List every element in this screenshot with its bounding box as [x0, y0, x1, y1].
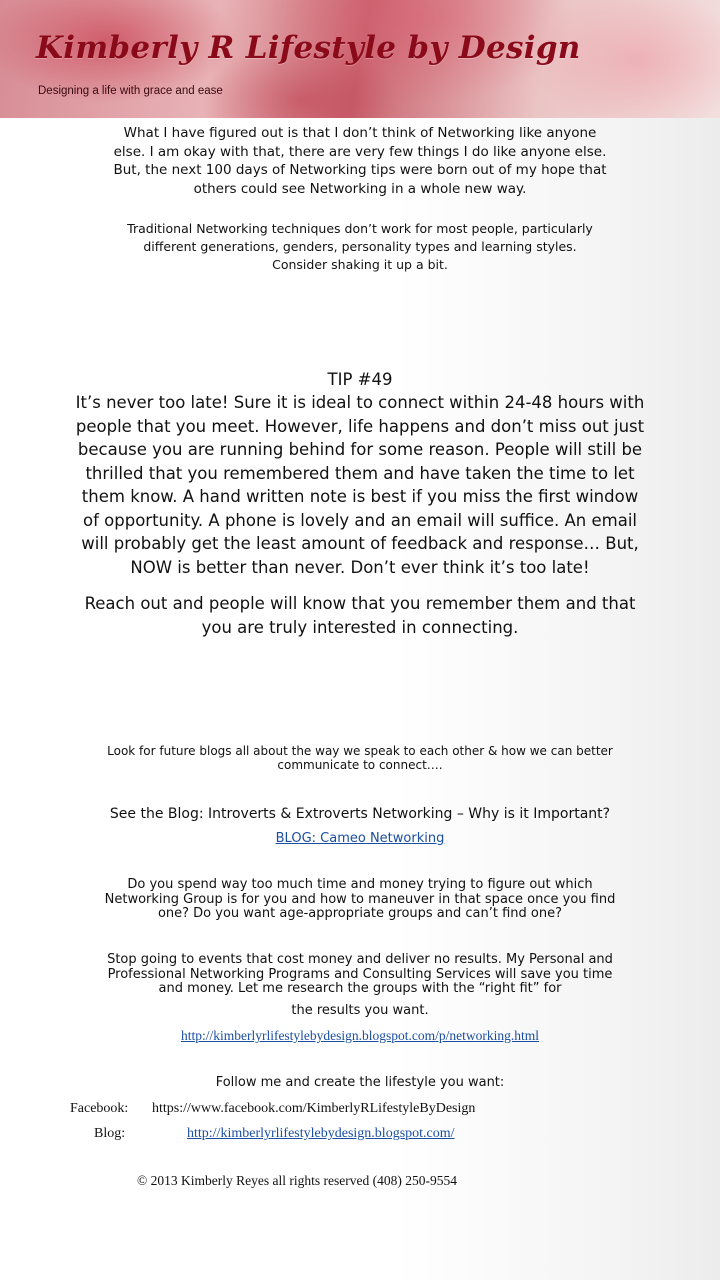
text-line: It’s never too late! Sure it is ideal to connect within 24-48 hours with — [75, 393, 645, 412]
tip-body — [0, 391, 720, 579]
blog-url-link[interactable]: http://kimberlyrlifestylebydesign.blogspot.com/ — [187, 1126, 455, 1141]
text-line: else. I am okay with that, there are very few things I do like anyone else. — [113, 143, 607, 160]
future-blogs-note — [0, 745, 720, 772]
cameo-link-wrap — [0, 831, 720, 847]
text-line: and money. Let me research the groups with the “right fit” for — [158, 981, 562, 996]
follow-heading: Follow me and create the lifestyle you want: — [215, 1075, 505, 1090]
text-line: What I have figured out is that I don’t think of Networking like anyone — [123, 125, 597, 141]
intro-paragraph-2 — [0, 220, 720, 274]
text-line: Consider shaking it up a bit. — [272, 257, 448, 272]
text-line: Reach out and people will know that you remember them and that — [84, 594, 636, 613]
text-line: Look for future blogs all about the way we speak to each other & how we can better — [107, 744, 613, 758]
cameo-networking-link[interactable]: BLOG: Cameo Networking — [275, 831, 445, 846]
services-paragraph — [0, 953, 720, 997]
text-line: people that you meet. However, life happens and don’t miss out just — [75, 416, 645, 436]
copyright: © 2013 Kimberly Reyes all rights reserved (408) 250-9554 — [137, 1173, 457, 1188]
results-text: the results you want. — [291, 1003, 429, 1018]
text-line: Professional Networking Programs and Consulting Services will save you time — [107, 966, 613, 982]
networking-page-link[interactable]: http://kimberlyrlifestylebydesign.blogspot.com/p/networking.html — [180, 1028, 540, 1043]
site-title[interactable]: Kimberly R Lifestyle by Design — [36, 30, 581, 66]
text-line: NOW is better than never. Don’t ever think it’s too late! — [130, 557, 590, 577]
text-line: Networking Group is for you and how to maneuver in that space once you find — [104, 891, 616, 907]
text-line: others could see Networking in a whole new way. — [193, 180, 527, 197]
question-paragraph — [0, 878, 720, 922]
text-line: thrilled that you remembered them and have taken the time to let — [85, 463, 635, 483]
facebook-url[interactable]: https://www.facebook.com/KimberlyRLifestyleByDesign — [152, 1101, 476, 1116]
text-line: one? Do you want age-appropriate groups and can’t find one? — [157, 906, 563, 921]
blog-row — [94, 1125, 694, 1143]
text-line: because you are running behind for some reason. People will still be — [77, 440, 643, 459]
text-line: them know. A hand written note is best if you miss the first window — [81, 487, 639, 506]
facebook-row — [70, 1100, 670, 1118]
text-line: will probably get the least amount of feedback and response… But, — [81, 534, 639, 553]
see-blog-text: See the Blog: Introverts & Extroverts Networking – Why is it Important? — [109, 806, 611, 822]
text-line: different generations, genders, personality types and learning styles. — [143, 239, 577, 254]
header-banner — [0, 0, 720, 118]
text-line: of opportunity. A phone is lovely and an email will suffice. An email — [83, 510, 637, 530]
site-tagline: Designing a life with grace and ease — [38, 85, 223, 97]
blog-label: Blog: — [94, 1126, 126, 1141]
facebook-label: Facebook: — [70, 1101, 129, 1116]
networking-link-wrap — [0, 1027, 720, 1045]
tip-closing — [0, 592, 720, 639]
intro-paragraph-1 — [0, 124, 720, 198]
text-line: Do you spend way too much time and money trying to figure out which — [127, 877, 593, 892]
text-line: you are truly interested in connecting. — [201, 617, 519, 637]
text-line: Traditional Networking techniques don’t work for most people, particularly — [127, 221, 593, 236]
text-line: But, the next 100 days of Networking tips were born out of my hope that — [113, 162, 607, 178]
text-line: Stop going to events that cost money and deliver no results. My Personal and — [107, 952, 613, 967]
text-line: communicate to connect…. — [277, 757, 443, 772]
tip-heading: TIP #49 — [327, 370, 393, 389]
